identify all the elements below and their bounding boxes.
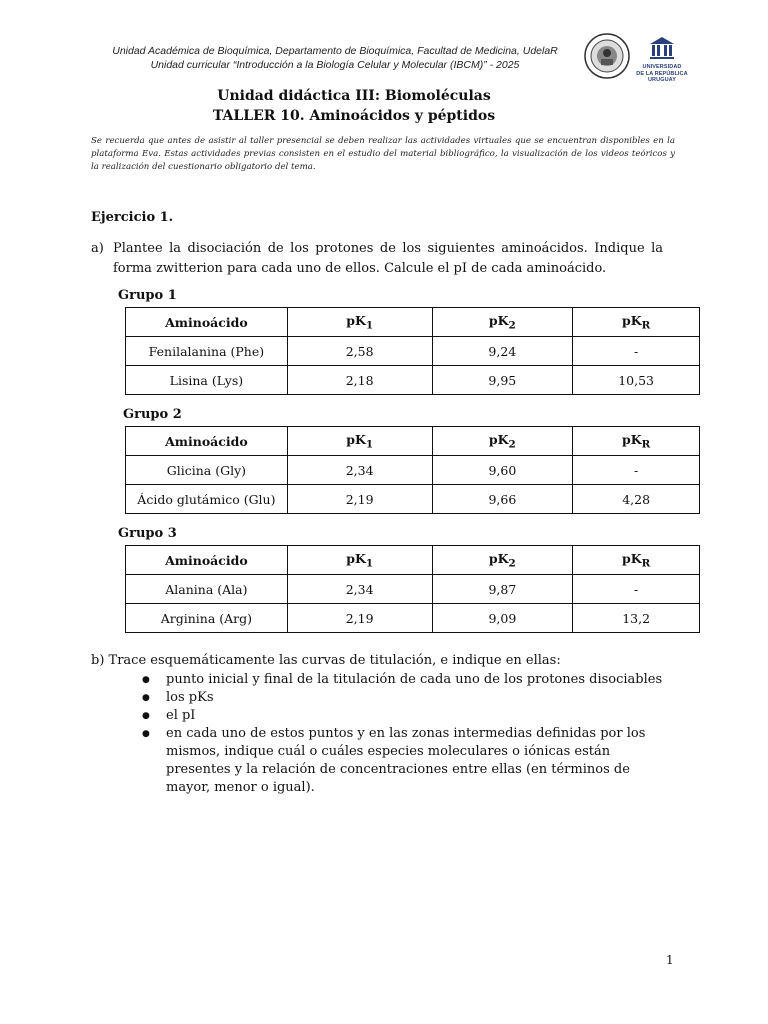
list-item <box>142 707 672 725</box>
header-aminoacid: Aminoácido <box>126 308 288 337</box>
header-pk1: $pK_1$ <box>287 546 432 575</box>
intro-note: Se recuerda que antes de asistir al taller presencial se deben realizar las actividades virtuales que se encuentran disponibles en la plataforma Eva. Estas actividades previas consisten en el estudio del material bibliográfico, la visualización de los videos teóricos y la realización del cuestionario obligatorio del tema. <box>91 136 675 172</box>
cell-aminoacid: Arginina (Arg) <box>126 604 288 633</box>
cell-pk1: 2,19 <box>287 485 432 514</box>
table-row <box>126 485 700 514</box>
group-3-table <box>125 545 700 633</box>
header-pk1: $pK_1$ <box>287 427 432 456</box>
cell-pk2: 9,95 <box>432 366 573 395</box>
table-row <box>126 604 700 633</box>
cell-pkr: - <box>573 456 700 485</box>
group-2-table <box>125 426 700 514</box>
udelar-logo-line-2: DE LA REPÚBLICA <box>636 70 688 77</box>
table-header-row <box>126 546 700 575</box>
header-pkr: $pK_R$ <box>573 546 700 575</box>
udelar-logo-line-3: URUGUAY <box>647 77 676 83</box>
udelar-logo <box>632 36 692 84</box>
header-line-2: Unidad curricular “Introducción a la Biología Celular y Molecular (IBCM)” - 2025 <box>150 59 520 71</box>
table-header-row <box>126 427 700 456</box>
group-1-table <box>125 307 700 395</box>
group-1-label: Grupo 1 <box>118 288 177 303</box>
cell-pk2: 9,60 <box>432 456 573 485</box>
part-a-text: Plantee la disociación de los protones de los siguientes aminoácidos. Indique la forma zwitterion para cada uno de ellos. Calcule el pI de cada aminoácido. <box>113 241 663 276</box>
table-row <box>126 337 700 366</box>
part-b-list <box>142 671 672 797</box>
header-pkr: $pK_R$ <box>573 427 700 456</box>
table-header-row <box>126 308 700 337</box>
cell-aminoacid: Alanina (Ala) <box>126 575 288 604</box>
list-item <box>142 671 672 689</box>
faculty-seal-logo <box>584 33 630 79</box>
bullet-icon: ● <box>142 675 150 685</box>
cell-pk2: 9,66 <box>432 485 573 514</box>
unit-title: Unidad didáctica III: Biomoléculas <box>217 88 491 104</box>
list-item-text: en cada uno de estos puntos y en las zonas intermedias definidas por los mismos, indique cuál o cuáles especies moleculares o iónicas están presentes y la relación de concentraciones entre ellas (en términos de mayor, menor o igual). <box>166 726 646 795</box>
list-item-text: punto inicial y final de la titulación de cada uno de los protones disociables <box>166 672 663 687</box>
group-3-label: Grupo 3 <box>118 526 177 541</box>
cell-pk2: 9,87 <box>432 575 573 604</box>
header-pkr: $pK_R$ <box>573 308 700 337</box>
list-item <box>142 725 672 797</box>
bullet-icon: ● <box>142 693 150 703</box>
cell-pkr: 4,28 <box>573 485 700 514</box>
header-pk2: $pK_2$ <box>432 427 573 456</box>
cell-pk1: 2,58 <box>287 337 432 366</box>
table-row <box>126 366 700 395</box>
cell-pk1: 2,34 <box>287 575 432 604</box>
header-aminoacid: Aminoácido <box>126 427 288 456</box>
table-row <box>126 456 700 485</box>
list-item-text: el pI <box>166 708 196 723</box>
cell-pk1: 2,18 <box>287 366 432 395</box>
page-number: 1 <box>666 953 674 967</box>
part-a-label: a) <box>91 241 104 256</box>
header-pk2: $pK_2$ <box>432 308 573 337</box>
list-item <box>142 689 672 707</box>
cell-aminoacid: Glicina (Gly) <box>126 456 288 485</box>
table-row <box>126 575 700 604</box>
cell-pkr: 10,53 <box>573 366 700 395</box>
header-pk1: $pK_1$ <box>287 308 432 337</box>
header-pk2: $pK_2$ <box>432 546 573 575</box>
cell-pkr: - <box>573 337 700 366</box>
bullet-icon: ● <box>142 729 150 739</box>
bullet-icon: ● <box>142 711 150 721</box>
cell-aminoacid: Fenilalanina (Phe) <box>126 337 288 366</box>
group-2-label: Grupo 2 <box>123 407 182 422</box>
cell-aminoacid: Lisina (Lys) <box>126 366 288 395</box>
part-a <box>91 239 663 279</box>
university-building-icon <box>649 36 675 60</box>
cell-aminoacid: Ácido glutámico (Glu) <box>126 485 288 514</box>
header-line-1: Unidad Académica de Bioquímica, Departamento de Bioquímica, Facultad de Medicina, UdelaR <box>112 45 558 57</box>
cell-pkr: - <box>573 575 700 604</box>
workshop-title: TALLER 10. Aminoácidos y péptidos <box>212 108 496 124</box>
cell-pk1: 2,34 <box>287 456 432 485</box>
cell-pk1: 2,19 <box>287 604 432 633</box>
exercise-title: Ejercicio 1. <box>91 210 174 225</box>
cell-pk2: 9,09 <box>432 604 573 633</box>
part-b-intro: b) Trace esquemáticamente las curvas de titulación, e indique en ellas: <box>91 653 561 668</box>
udelar-logo-line-1: UNIVERSIDAD <box>642 64 682 70</box>
list-item-text: los pKs <box>166 690 214 705</box>
page-header <box>100 44 570 72</box>
cell-pk2: 9,24 <box>432 337 573 366</box>
header-aminoacid: Aminoácido <box>126 546 288 575</box>
cell-pkr: 13,2 <box>573 604 700 633</box>
